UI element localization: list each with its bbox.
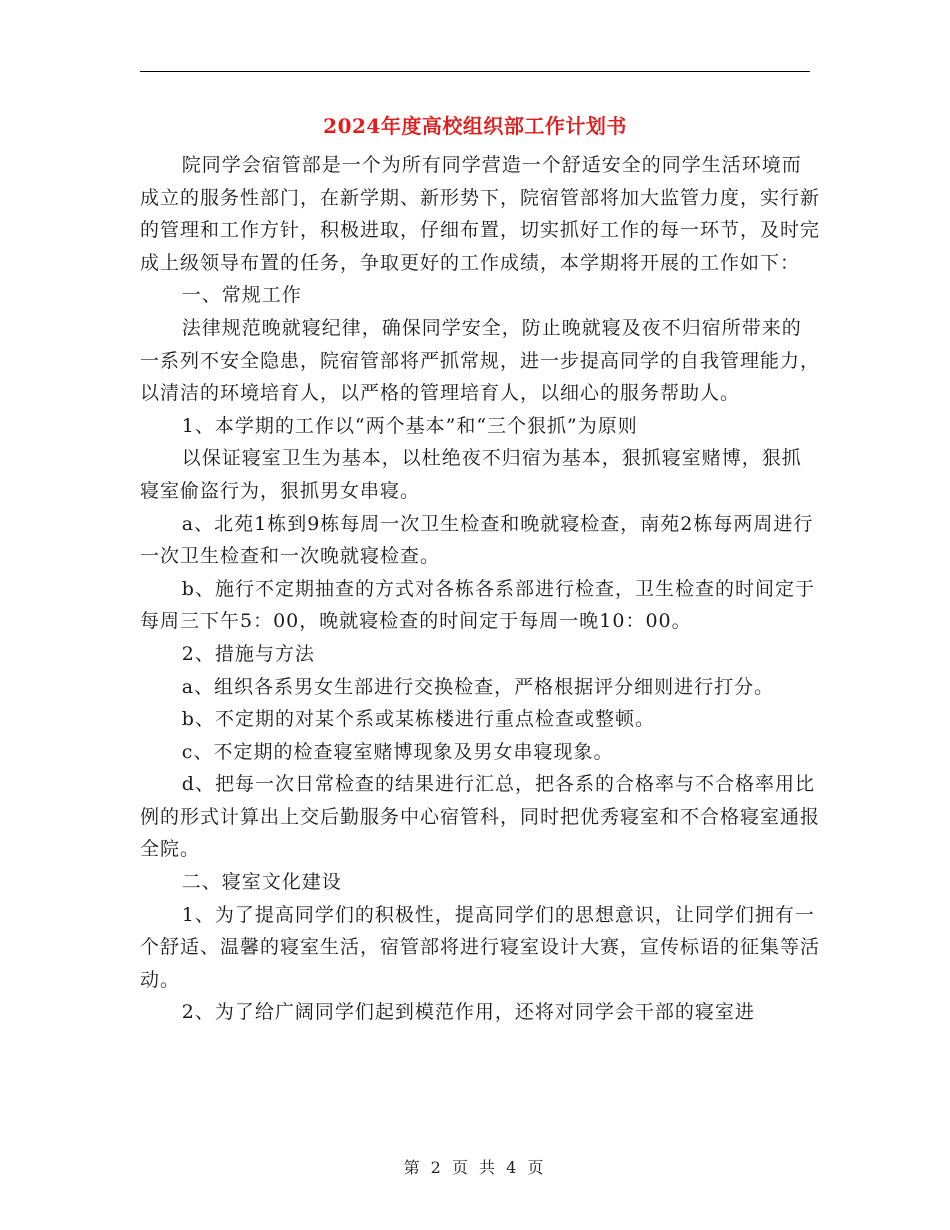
document-title: 2024年度高校组织部工作计划书 bbox=[323, 114, 627, 138]
header-rule bbox=[140, 71, 810, 72]
paragraph-routine-discipline: 法律规范晚就寝纪律，确保同学安全，防止晚就寝及夜不归宿所带来的一系列不安全隐患，院宿管部将严抓常规，进一步提高同学的自我管理能力，以清洁的环境培育人，以严格的管理培育人，以细心的服务帮助人。 bbox=[140, 316, 821, 405]
subsection-heading-principles: 1、本学期的工作以“两个基本”和“三个狠抓”为原则 bbox=[181, 414, 638, 437]
paragraph-principles: 以保证寝室卫生为基本，以杜绝夜不归宿为基本，狠抓寝室赌博，狠抓寝室偷盗行为，狠抓男女串寝。 bbox=[140, 447, 802, 502]
list-item-d-summaries: d、把每一次日常检查的结果进行汇总，把各系的合格率与不合格率用比例的形式计算出上交后勤服务中心宿管科，同时把优秀寝室和不合格寝室通报全院。 bbox=[140, 773, 821, 861]
page-number: 第 2 页 共 4 页 bbox=[403, 1158, 547, 1177]
paragraph-intro: 院同学会宿管部是一个为所有同学营造一个舒适安全的同学生活环境而成立的服务性部门，在新学期、新形势下，院宿管部将加大监管力度，实行新的管理和工作方针，积极进取，仔细布置，切实抓好工作的每一环节，及时完成上级领导布置的任务，争取更好的工作成绩，本学期将开展的工作如下： bbox=[140, 154, 821, 274]
paragraph-model-dorms: 2、为了给广阔同学们起到模范作用，还将对同学会干部的寝室进 bbox=[181, 1001, 755, 1024]
list-item-a-exchange-checks: a、组织各系男女生部进行交换检查，严格根据评分细则进行打分。 bbox=[181, 675, 775, 698]
list-item-c-gambling-checks: c、不定期的检查寝室赌博现象及男女串寝现象。 bbox=[181, 740, 614, 763]
list-item-a-inspections: a、北苑1栋到9栋每周一次卫生检查和晚就寝检查，南苑2栋每两周进行一次卫生检查和一次晚就寝检查。 bbox=[140, 512, 814, 568]
paragraph-dorm-design-contest: 1、为了提高同学们的积极性，提高同学们的思想意识，让同学们拥有一个舒适、温馨的寝室生活，宿管部将进行寝室设计大赛，宣传标语的征集等活动。 bbox=[140, 903, 821, 991]
list-item-b-focused-checks: b、不定期的对某个系或某栋楼进行重点检查或整顿。 bbox=[181, 708, 655, 731]
document-body bbox=[140, 149, 820, 1029]
section-heading-dorm-culture: 二、寝室文化建设 bbox=[181, 871, 342, 894]
subsection-heading-measures: 2、措施与方法 bbox=[181, 642, 315, 665]
list-item-b-spot-checks: b、施行不定期抽查的方式对各栋各系部进行检查，卫生检查的时间定于每周三下午5：00，晚就寝检查的时间定于每周一晚10：00。 bbox=[140, 577, 815, 633]
section-heading-routine-work: 一、常规工作 bbox=[181, 284, 302, 307]
